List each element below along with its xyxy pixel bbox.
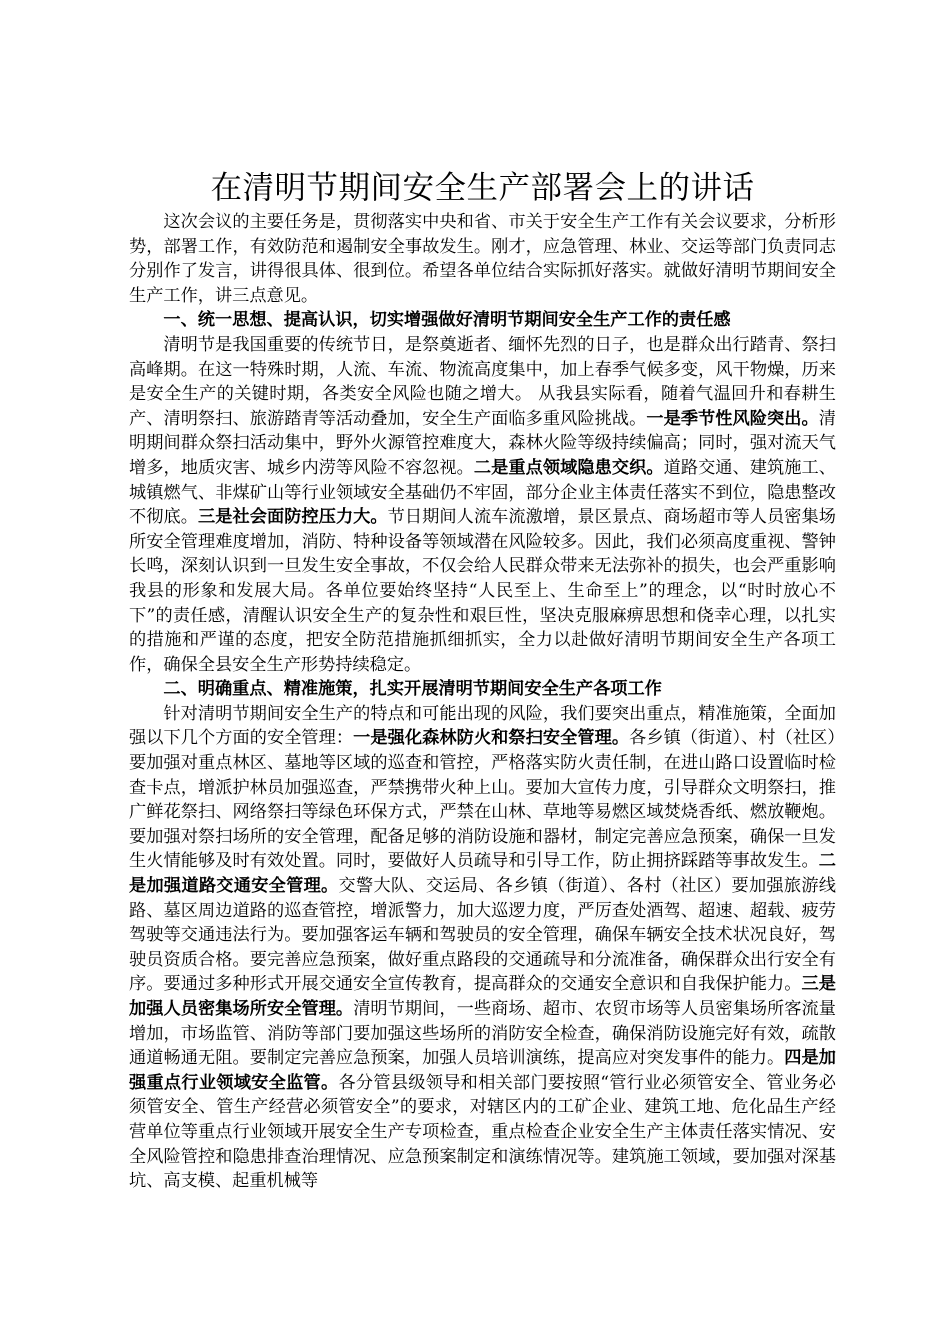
- section-1-text-1: 清明节是我国重要的传统节日，是祭奠逝者、缅怀先烈的日子，也是群众出行踏青、祭扫高峰期。在这一特殊时期，人流、车流、物流高度集中，加上春季气候多变，风干物燥，历来是安全生产的关键时期，各类安全风险也随之增大。 从我县实际看，随着气温回升和春耕生产、清明祭扫、旅游踏青等活动叠加，安全生产面临多重风险挑战。: [129, 334, 836, 429]
- section-2-point-1: 一是强化森林防火和祭扫安全管理。: [353, 728, 630, 749]
- section-1-text-3: 道路交通、建筑施工、城镇燃气、非煤矿山等行业领域安全基础仍不牢固，部分企业主体责任落实不到位，隐患整改不彻底。: [129, 457, 836, 528]
- document-title: 在清明节期间安全生产部署会上的讲话: [210, 170, 755, 206]
- section-1-point-3: 三是社会面防控压力大。: [197, 507, 388, 528]
- intro-paragraph: 这次会议的主要任务是，贯彻落实中央和省、市关于安全生产工作有关会议要求，分析形势，部署工作，有效防范和遏制安全事故发生。刚才，应急管理、林业、交运等部门负责同志分别作了发言，讲得很具体、很到位。希望各单位结合实际抓好落实。就做好清明节期间安全生产工作，讲三点意见。: [129, 212, 836, 306]
- section-2-text-3: 交警大队、交运局、各乡镇（街道）、各村（社区）要加强旅游线路、墓区周边道路的巡查管控，增派警力，加大巡逻力度，严厉查处酒驾、超速、超载、疲劳驾驶等交通违法行为。要加强客运车辆和驾驶员的安全管理，确保车辆安全技术状况良好，驾驶员资质合格。要完善应急预案，做好重点路段的交通疏导和分流准备，确保群众出行安全有序。要通过多种形式开展交通安全宣传教育，提高群众的交通安全意识和自我保护能力。: [129, 876, 836, 995]
- section-1-heading: 一、统一思想、提高认识，切实增强做好清明节期间安全生产工作的责任感: [163, 310, 731, 331]
- section-1-paragraph: [129, 333, 836, 677]
- section-2-paragraph: [129, 702, 836, 1194]
- section-2-text-5: 各分管县级领导和相关部门要按照“管行业必须管安全、管业务必须管安全、管生产经营必须管安全”的要求，对辖区内的工矿企业、建筑工地、危化品生产经营单位等重点行业领域开展安全生产专项检查，重点检查企业安全生产主体责任落实情况、安全风险管控和隐患排查治理情况、应急预案制定和演练情况等。建筑施工领域，要加强对深基坑、高支模、起重机械等: [129, 1072, 836, 1192]
- document-page: [129, 168, 836, 1194]
- section-1-text-4: 节日期间人流车流激增，景区景点、商场超市等人员密集场所安全管理难度增加，消防、特种设备等领域潜在风险较多。因此，我们必须高度重视、警钟长鸣，深刻认识到一旦发生安全事故，不仅会给人民群众带来无法弥补的损失，也会严重影响我县的形象和发展大局。各单位要始终坚持“人民至上、生命至上”的理念，以“时时放心不下”的责任感，清醒认识安全生产的复杂性和艰巨性，坚决克服麻痹思想和侥幸心理，以扎实的措施和严谨的态度，把安全防范措施抓细抓实，全力以赴做好清明节期间安全生产各项工作，确保全县安全生产形势持续稳定。: [129, 507, 836, 675]
- section-2-point-3: 三是加强人员密集场所安全管理。: [129, 974, 836, 1019]
- section-1-point-1: 一是季节性风险突出。: [646, 408, 819, 429]
- section-2-text-1: 针对清明节期间安全生产的特点和可能出现的风险，我们要突出重点，精准施策，全面加强以下几个方面的安全管理：: [129, 703, 836, 749]
- section-2-point-4: 四是加强重点行业领域安全监管。: [129, 1048, 836, 1093]
- section-2-point-2: 二是加强道路交通安全管理。: [129, 851, 836, 897]
- section-2-text-4: 清明节期间，一些商场、超市、农贸市场等人员密集场所客流量增加，市场监管、消防等部门要加强这些场所的消防安全检查，确保消防设施完好有效，疏散通道畅通无阻。要制定完善应急预案，加强人员培训演练，提高应对突发事件的能力。: [129, 999, 836, 1069]
- section-2-heading: 二、明确重点、精准施策，扎实开展清明节期间安全生产各项工作: [163, 679, 662, 700]
- section-2-text-2: 各乡镇（街道）、村（社区）要加强对重点林区、墓地等区域的巡查和管控，严格落实防火责任制，在进山路口设置临时检查卡点，增派护林员加强巡查，严禁携带火种上山。要加大宣传力度，引导群众文明祭扫，推广鲜花祭扫、网络祭扫等绿色环保方式，严禁在山林、草地等易燃区域焚烧香纸、燃放鞭炮。要加强对祭扫场所的安全管理，配备足够的消防设施和器材，制定完善应急预案，确保一旦发生火情能够及时有效处置。同时，要做好人员疏导和引导工作，防止拥挤踩踏等事故发生。: [129, 728, 836, 872]
- section-1-text-2: 清明期间群众祭扫活动集中，野外火源管控难度大，森林火险等级持续偏高；同时，强对流天气增多，地质灾害、城乡内涝等风险不容忽视。: [129, 408, 836, 478]
- section-1-point-2: 二是重点领域隐患交织。: [473, 457, 664, 478]
